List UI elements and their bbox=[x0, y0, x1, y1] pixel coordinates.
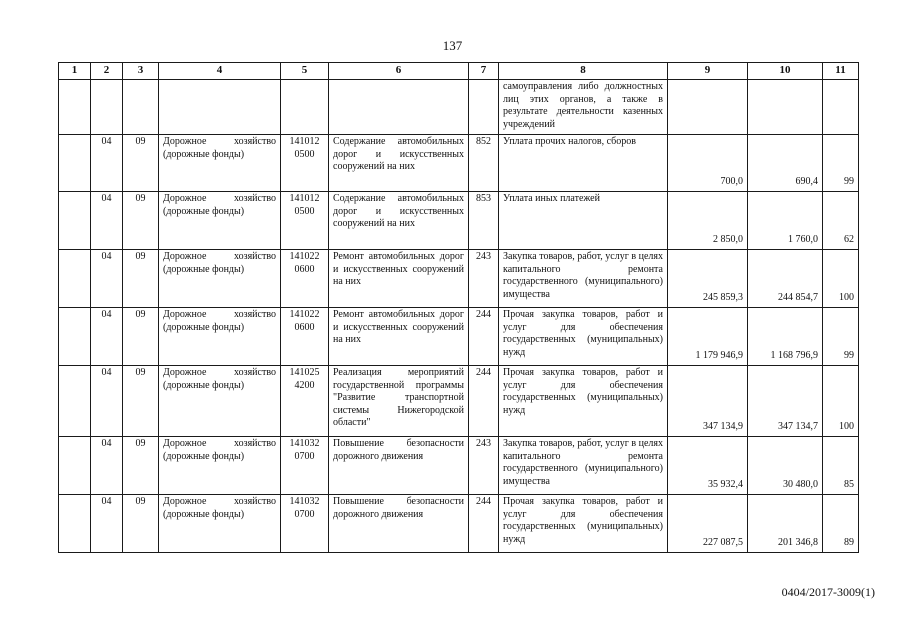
cell-planned-amount: 227 087,5 bbox=[668, 495, 748, 553]
cell-purpose: Реализация мероприятий государственной программы "Развитие транспортной системы Нижегородской области" bbox=[329, 366, 469, 437]
cell-col1 bbox=[59, 366, 91, 437]
cell-empty bbox=[59, 80, 91, 135]
cell-target-code bbox=[281, 495, 329, 553]
header-row bbox=[59, 63, 859, 80]
column-header: 7 bbox=[469, 63, 499, 80]
cell-actual-amount: 1 168 796,9 bbox=[748, 308, 823, 366]
column-header: 8 bbox=[499, 63, 668, 80]
cell-purpose: Содержание автомобильных дорог и искусственных сооружений на них bbox=[329, 135, 469, 192]
cell-razdel: 04 bbox=[91, 192, 123, 250]
table-row bbox=[59, 366, 859, 437]
cell-empty bbox=[823, 80, 859, 135]
cell-empty bbox=[469, 80, 499, 135]
cell-actual-amount: 1 760,0 bbox=[748, 192, 823, 250]
code-part: 141022 bbox=[289, 309, 320, 320]
column-header: 1 bbox=[59, 63, 91, 80]
cell-expense-type-name: Прочая закупка товаров, работ и услуг для обеспечения государственных (муниципальных) нужд bbox=[499, 308, 668, 366]
cell-percent: 99 bbox=[823, 308, 859, 366]
cell-actual-amount: 244 854,7 bbox=[748, 250, 823, 308]
cell-target-code bbox=[281, 308, 329, 366]
cell-empty bbox=[123, 80, 159, 135]
column-header: 6 bbox=[329, 63, 469, 80]
cell-col1 bbox=[59, 135, 91, 192]
cell-razdel: 04 bbox=[91, 308, 123, 366]
cell-razdel: 04 bbox=[91, 250, 123, 308]
cell-empty bbox=[748, 80, 823, 135]
cell-section-name: Дорожное хозяйство (дорожные фонды) bbox=[159, 135, 281, 192]
cell-empty bbox=[159, 80, 281, 135]
cell-col1 bbox=[59, 192, 91, 250]
code-part: 141032 bbox=[289, 438, 320, 449]
cell-razdel: 04 bbox=[91, 495, 123, 553]
cell-section-name: Дорожное хозяйство (дорожные фонды) bbox=[159, 308, 281, 366]
cell-planned-amount: 700,0 bbox=[668, 135, 748, 192]
column-header: 11 bbox=[823, 63, 859, 80]
code-part: 141025 bbox=[289, 367, 320, 378]
cell-expense-type-name: Закупка товаров, работ, услуг в целях капитального ремонта государственного (муниципального) имущества bbox=[499, 250, 668, 308]
table-row bbox=[59, 192, 859, 250]
cell-percent: 62 bbox=[823, 192, 859, 250]
column-header: 3 bbox=[123, 63, 159, 80]
cell-percent: 100 bbox=[823, 250, 859, 308]
code-part: 141032 bbox=[289, 496, 320, 507]
table-row bbox=[59, 135, 859, 192]
cell-section-name: Дорожное хозяйство (дорожные фонды) bbox=[159, 366, 281, 437]
column-header: 4 bbox=[159, 63, 281, 80]
cell-podrazdel: 09 bbox=[123, 308, 159, 366]
cell-empty bbox=[329, 80, 469, 135]
cell-expense-type-code: 244 bbox=[469, 495, 499, 553]
document-reference: 0404/2017-3009(1) bbox=[781, 585, 875, 599]
cell-section-name: Дорожное хозяйство (дорожные фонды) bbox=[159, 250, 281, 308]
code-part: 141022 bbox=[289, 251, 320, 262]
cell-podrazdel: 09 bbox=[123, 250, 159, 308]
cell-purpose: Повышение безопасности дорожного движения bbox=[329, 437, 469, 495]
cell-expense-type-code: 853 bbox=[469, 192, 499, 250]
cell-planned-amount: 35 932,4 bbox=[668, 437, 748, 495]
cell-percent: 100 bbox=[823, 366, 859, 437]
cell-col1 bbox=[59, 250, 91, 308]
table-row bbox=[59, 495, 859, 553]
cell-planned-amount: 1 179 946,9 bbox=[668, 308, 748, 366]
cell-target-code bbox=[281, 135, 329, 192]
budget-execution-table bbox=[58, 62, 859, 553]
cell-actual-amount: 201 346,8 bbox=[748, 495, 823, 553]
cell-expense-type-name: Прочая закупка товаров, работ и услуг для обеспечения государственных (муниципальных) нужд bbox=[499, 495, 668, 553]
cell-target-code bbox=[281, 192, 329, 250]
code-part: 141012 bbox=[289, 193, 320, 204]
table-row bbox=[59, 250, 859, 308]
code-part: 0500 bbox=[294, 205, 315, 217]
cell-actual-amount: 690,4 bbox=[748, 135, 823, 192]
cell-razdel: 04 bbox=[91, 437, 123, 495]
cell-percent: 99 bbox=[823, 135, 859, 192]
cell-empty bbox=[281, 80, 329, 135]
cell-podrazdel: 09 bbox=[123, 495, 159, 553]
cell-podrazdel: 09 bbox=[123, 437, 159, 495]
cell-target-code bbox=[281, 250, 329, 308]
cell-expense-type-name: Закупка товаров, работ, услуг в целях капитального ремонта государственного (муниципального) имущества bbox=[499, 437, 668, 495]
page-number: 137 bbox=[442, 38, 463, 53]
cell-expense-type-code: 244 bbox=[469, 308, 499, 366]
cell-razdel: 04 bbox=[91, 366, 123, 437]
cell-expense-type-code: 244 bbox=[469, 366, 499, 437]
code-part: 0600 bbox=[294, 263, 315, 275]
table-row bbox=[59, 308, 859, 366]
cell-expense-type-code: 243 bbox=[469, 437, 499, 495]
cell-expense-type-code: 852 bbox=[469, 135, 499, 192]
cell-section-name: Дорожное хозяйство (дорожные фонды) bbox=[159, 437, 281, 495]
cell-podrazdel: 09 bbox=[123, 192, 159, 250]
cell-expense-type-code: 243 bbox=[469, 250, 499, 308]
cell-section-name: Дорожное хозяйство (дорожные фонды) bbox=[159, 495, 281, 553]
code-part: 141012 bbox=[289, 136, 320, 147]
cell-expense-type-name: Прочая закупка товаров, работ и услуг для обеспечения государственных (муниципальных) нужд bbox=[499, 366, 668, 437]
column-header: 2 bbox=[91, 63, 123, 80]
cell-col1 bbox=[59, 437, 91, 495]
cell-expense-type-name: Уплата иных платежей bbox=[499, 192, 668, 250]
column-header: 5 bbox=[281, 63, 329, 80]
code-part: 0700 bbox=[294, 508, 315, 520]
cell-target-code bbox=[281, 366, 329, 437]
code-part: 0700 bbox=[294, 450, 315, 462]
code-part: 0600 bbox=[294, 321, 315, 333]
cell-planned-amount: 245 859,3 bbox=[668, 250, 748, 308]
table-row bbox=[59, 437, 859, 495]
cell-podrazdel: 09 bbox=[123, 135, 159, 192]
cell-purpose: Ремонт автомобильных дорог и искусственных сооружений на них bbox=[329, 308, 469, 366]
column-header: 9 bbox=[668, 63, 748, 80]
cell-planned-amount: 347 134,9 bbox=[668, 366, 748, 437]
cell-percent: 85 bbox=[823, 437, 859, 495]
cell-section-name: Дорожное хозяйство (дорожные фонды) bbox=[159, 192, 281, 250]
cell-empty bbox=[668, 80, 748, 135]
cell-col1 bbox=[59, 495, 91, 553]
cell-actual-amount: 347 134,7 bbox=[748, 366, 823, 437]
cell-percent: 89 bbox=[823, 495, 859, 553]
cell-purpose: Повышение безопасности дорожного движения bbox=[329, 495, 469, 553]
cell-razdel: 04 bbox=[91, 135, 123, 192]
cell-target-code bbox=[281, 437, 329, 495]
cell-empty bbox=[91, 80, 123, 135]
column-header: 10 bbox=[748, 63, 823, 80]
cell-expense-type-name: самоуправления либо должностных лиц этих органов, а также в результате деятельности казенных учреждений bbox=[499, 80, 668, 135]
cell-actual-amount: 30 480,0 bbox=[748, 437, 823, 495]
cell-podrazdel: 09 bbox=[123, 366, 159, 437]
cell-purpose: Содержание автомобильных дорог и искусственных сооружений на них bbox=[329, 192, 469, 250]
code-part: 4200 bbox=[294, 379, 315, 391]
code-part: 0500 bbox=[294, 148, 315, 160]
cell-purpose: Ремонт автомобильных дорог и искусственных сооружений на них bbox=[329, 250, 469, 308]
cell-expense-type-name: Уплата прочих налогов, сборов bbox=[499, 135, 668, 192]
continuation-row bbox=[59, 80, 859, 135]
cell-col1 bbox=[59, 308, 91, 366]
cell-planned-amount: 2 850,0 bbox=[668, 192, 748, 250]
